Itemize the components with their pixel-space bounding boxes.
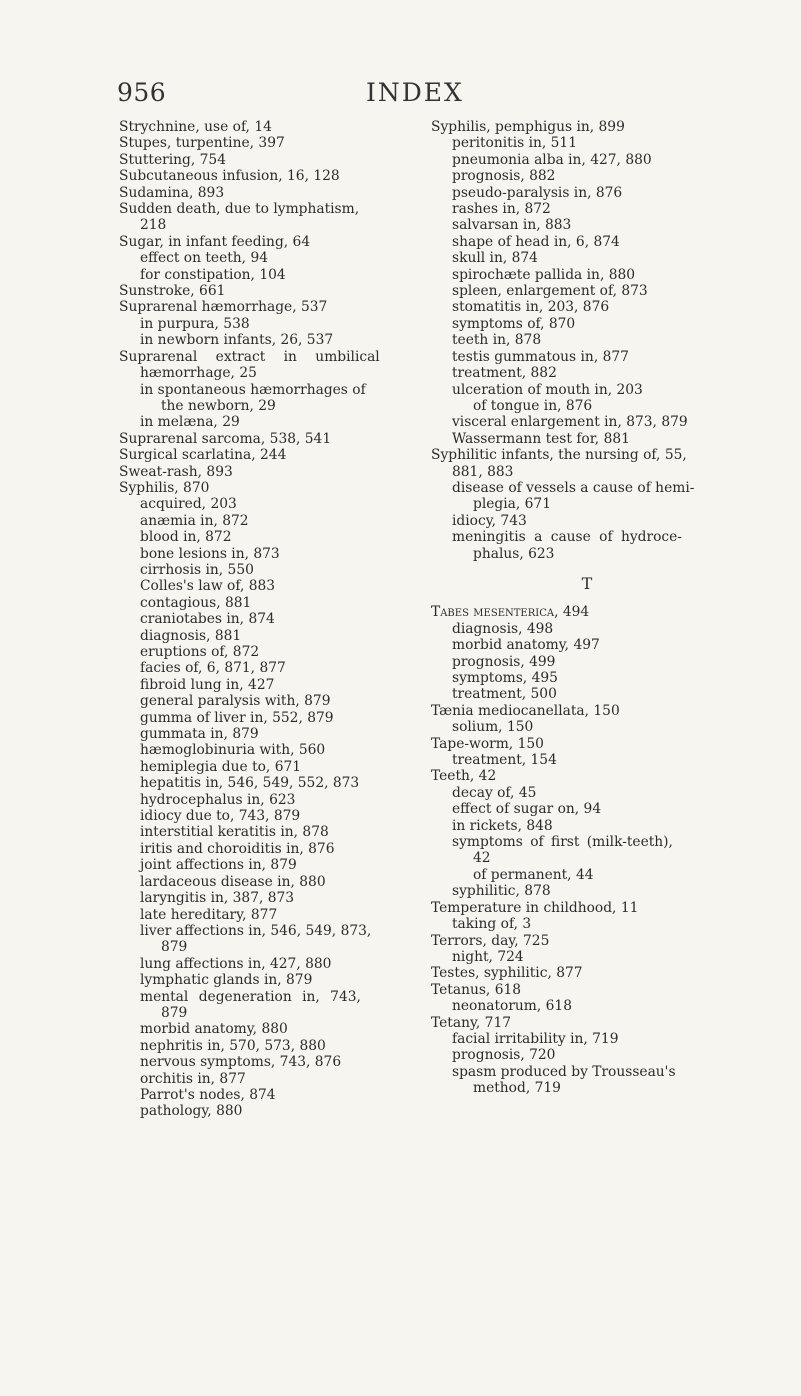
index-subentry: liver affections in, 546, 549, 873, [140,922,372,939]
index-entry: hæmorrhage, 25 [140,365,257,382]
index-entry: Tabes mesenterica, 494 [431,604,590,621]
index-subentry: in melæna, 29 [140,414,240,431]
index-subentry: bone lesions in, 873 [140,545,280,562]
index-subentry: lardaceous disease in, 880 [140,873,326,890]
index-subentry: blood in, 872 [140,529,232,546]
index-subentry: skull in, 874 [452,250,538,267]
index-subentry: fibroid lung in, 427 [140,676,275,693]
right-column [431,119,743,1097]
index-entry: Surgical scarlatina, 244 [119,447,287,464]
index-subentry: effect of sugar on, 94 [452,801,602,818]
index-subentry: night, 724 [452,948,524,965]
index-subentry: facial irritability in, 719 [452,1030,619,1047]
index-subentry: treatment, 882 [452,365,557,382]
index-subentry: visceral enlargement in, 873, 879 [452,414,688,431]
index-subentry: stomatitis in, 203, 876 [452,299,610,316]
index-subentry: diagnosis, 498 [452,620,554,637]
index-entry: Syphilis, 870 [119,479,210,496]
index-subentry: in rickets, 848 [452,817,553,834]
index-subentry: treatment, 500 [452,686,557,703]
index-subentry: pneumonia alba in, 427, 880 [452,151,652,168]
index-subentry: disease of vessels a cause of hemi- [452,479,695,496]
index-subentry: meningitis a cause of hydroce- [452,529,682,546]
index-subentry: in newborn infants, 26, 537 [140,332,334,349]
index-entry: Syphilis, pemphigus in, 899 [431,119,625,135]
index-entry: Sugar, in infant feeding, 64 [119,233,311,250]
index-subentry: prognosis, 882 [452,168,556,185]
index-entry: Syphilitic infants, the nursing of, 55, [431,447,687,464]
index-entry: Stupes, turpentine, 397 [119,135,285,152]
index-subentry: late hereditary, 877 [140,906,278,923]
index-entry: Suprarenal sarcoma, 538, 541 [119,430,332,447]
index-entry: 218 [140,217,167,234]
index-subentry: hepatitis in, 546, 549, 552, 873 [140,775,360,792]
page-title: INDEX [366,78,464,107]
index-subentry: nervous symptoms, 743, 876 [140,1054,342,1071]
index-subentry: hemiplegia due to, 671 [140,758,302,775]
index-entry: Strychnine, use of, 14 [119,119,272,135]
index-subentry: laryngitis in, 387, 873 [140,890,295,907]
index-subentry: acquired, 203 [140,496,237,513]
index-subentry: iritis and choroiditis in, 876 [140,840,335,857]
index-subentry: 879 [161,1004,188,1021]
index-subentry: prognosis, 499 [452,653,556,670]
index-entry: Temperature in childhood, 11 [431,899,639,916]
index-subentry: morbid anatomy, 880 [140,1021,288,1038]
index-subentry: hæmoglobinuria with, 560 [140,742,326,759]
index-subentry: pathology, 880 [140,1103,243,1120]
index-entry: Sweat-rash, 893 [119,463,233,480]
index-entry: Subcutaneous infusion, 16, 128 [119,168,340,185]
index-subentry: solium, 150 [452,719,534,736]
index-subentry: taking of, 3 [452,916,532,933]
index-subentry: general paralysis with, 879 [140,693,331,710]
index-entry: Suprarenal hæmorrhage, 537 [119,299,328,316]
index-subentry: facies of, 6, 871, 877 [140,660,286,677]
index-subentry: gummata in, 879 [140,726,259,743]
index-subentry: lung affections in, 427, 880 [140,955,332,972]
index-subentry: 879 [161,939,188,956]
index-subentry: diagnosis, 881 [140,627,242,644]
index-entry: Tetany, 717 [431,1014,512,1031]
index-subentry: method, 719 [473,1080,561,1097]
index-entry: Testes, syphilitic, 877 [431,965,583,982]
index-subentry: mental degeneration in, 743, [140,988,361,1005]
index-entry: Suprarenal extract in umbilical [119,348,380,365]
index-subentry: in spontaneous hæmorrhages of [140,381,366,398]
index-subentry: interstitial keratitis in, 878 [140,824,329,841]
index-subentry: 42 [473,850,491,867]
index-subentry: peritonitis in, 511 [452,135,577,152]
index-subentry: craniotabes in, 874 [140,611,275,628]
index-entry: Tænia mediocanellata, 150 [431,702,620,719]
index-subentry: orchitis in, 877 [140,1070,246,1087]
index-subentry: idiocy, 743 [452,512,527,529]
index-subentry: plegia, 671 [473,496,551,513]
index-subentry: prognosis, 720 [452,1047,556,1064]
index-subentry: anæmia in, 872 [140,512,249,529]
index-subentry: symptoms, 495 [452,670,558,686]
index-subentry: spleen, enlargement of, 873 [452,283,648,300]
index-subentry: eruptions of, 872 [140,644,260,660]
index-subentry: neonatorum, 618 [452,998,572,1015]
index-entry: Terrors, day, 725 [431,932,550,949]
index-subentry: salvarsan in, 883 [452,217,572,234]
index-subentry: hydrocephalus in, 623 [140,791,296,808]
index-subentry: spirochæte pallida in, 880 [452,266,636,283]
index-subentry: symptoms of, 870 [452,315,576,332]
index-entry: Tetanus, 618 [431,981,522,998]
index-subentry: of permanent, 44 [473,866,594,883]
index-subentry: rashes in, 872 [452,201,551,218]
index-subentry: of tongue in, 876 [473,397,593,414]
index-entry: Stuttering, 754 [119,151,226,168]
index-entry: Sudamina, 893 [119,184,225,201]
index-subentry: for constipation, 104 [140,266,286,283]
index-subentry: syphilitic, 878 [452,883,551,900]
index-subentry: morbid anatomy, 497 [452,637,600,654]
index-subentry: pseudo-paralysis in, 876 [452,184,623,201]
index-subentry: Wassermann test for, 881 [452,430,630,447]
index-subentry: contagious, 881 [140,594,252,611]
index-subentry: gumma of liver in, 552, 879 [140,709,334,726]
page-number: 956 [117,78,167,107]
index-subentry: effect on teeth, 94 [140,250,268,267]
index-subentry: symptoms of first (milk-teeth), [452,834,673,851]
index-entry: 881, 883 [452,463,514,480]
page-header [0,78,801,114]
index-subentry: Parrot's nodes, 874 [140,1086,276,1103]
index-entry: Sudden death, due to lymphatism, [119,201,360,218]
index-subentry: lymphatic glands in, 879 [140,972,313,989]
index-subentry: decay of, 45 [452,784,537,801]
index-subentry: phalus, 623 [473,545,555,562]
index-subentry: in purpura, 538 [140,315,250,332]
index-subentry: nephritis in, 570, 573, 880 [140,1037,326,1054]
index-subentry: treatment, 154 [452,752,557,769]
index-subentry: the newborn, 29 [161,397,276,414]
index-subentry: spasm produced by Trousseau's [452,1063,676,1080]
index-subentry: idiocy due to, 743, 879 [140,808,301,825]
index-subentry: ulceration of mouth in, 203 [452,381,643,398]
index-subentry: Colles's law of, 883 [140,578,276,595]
section-letter-heading: T [581,573,593,593]
index-entry: Sunstroke, 661 [119,283,226,300]
index-subentry: joint affections in, 879 [140,857,297,874]
index-subentry: testis gummatous in, 877 [452,348,629,365]
index-entry: Teeth, 42 [431,768,497,785]
index-entry: Tape-worm, 150 [431,735,544,752]
index-subentry: shape of head in, 6, 874 [452,233,620,250]
left-column [119,119,429,1120]
index-subentry: teeth in, 878 [452,332,542,349]
index-subentry: cirrhosis in, 550 [140,561,254,578]
